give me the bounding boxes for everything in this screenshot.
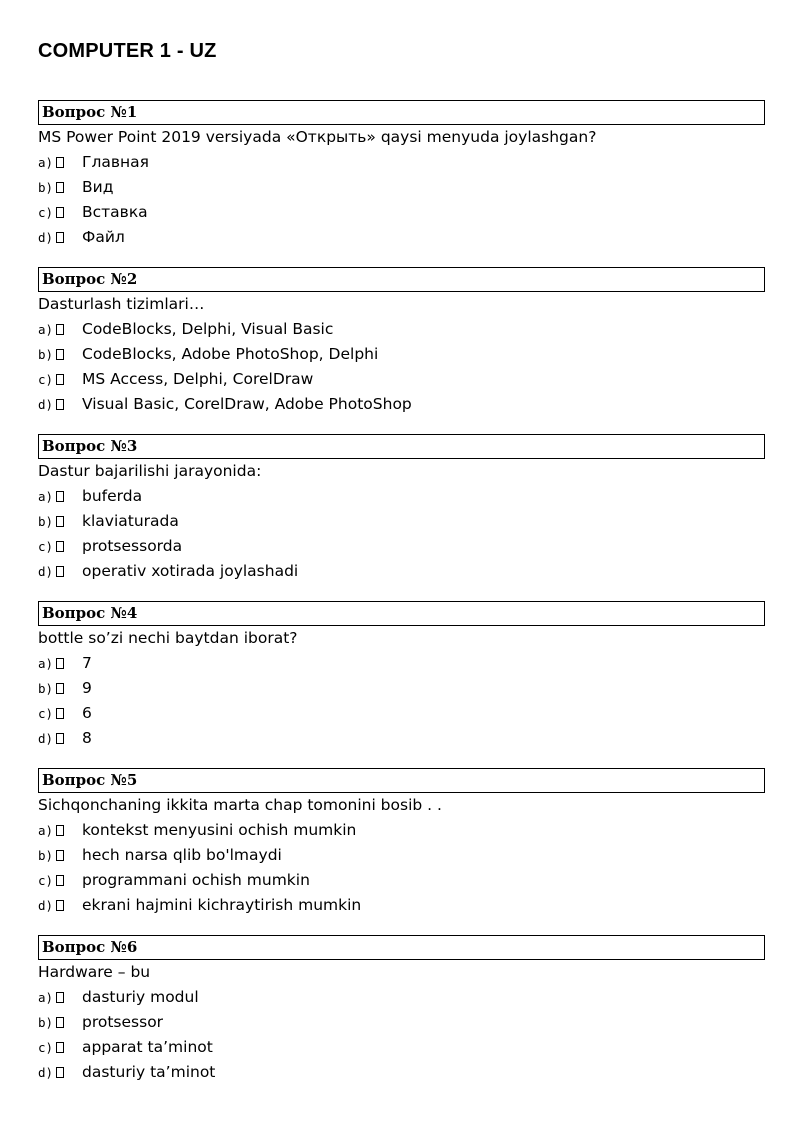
answer-option[interactable] [38,317,765,342]
answer-list [38,818,765,918]
answer-option[interactable] [38,701,765,726]
checkbox-icon[interactable] [56,1017,64,1028]
answer-text: apparat ta’minot [82,1038,213,1056]
answer-option[interactable] [38,392,765,417]
answer-letter: b) [38,180,54,195]
answer-option[interactable] [38,985,765,1010]
answer-text: buferda [82,487,143,505]
checkbox-icon[interactable] [56,1042,64,1053]
answer-letter: a) [38,489,54,504]
answer-letter: a) [38,656,54,671]
checkbox-icon[interactable] [56,207,64,218]
answer-letter: d) [38,898,54,913]
question-text: Hardware – bu [38,963,151,981]
checkbox-icon[interactable] [56,850,64,861]
question-block [38,768,765,920]
answer-text: protsessorda [82,537,183,555]
answer-letter: d) [38,564,54,579]
question-header: Вопрос №4 [38,601,765,626]
answer-option[interactable] [38,534,765,559]
checkbox-icon[interactable] [56,708,64,719]
answer-option[interactable] [38,818,765,843]
answer-text: hech narsa qlib bo'lmaydi [82,846,282,864]
answer-text: Файл [82,228,125,246]
question-text: Dasturlash tizimlari… [38,295,205,313]
answer-option[interactable] [38,367,765,392]
answer-option[interactable] [38,651,765,676]
answer-option[interactable] [38,342,765,367]
answer-text: kontekst menyusini ochish mumkin [82,821,357,839]
answer-letter: b) [38,347,54,362]
question-text: Dastur bajarilishi jarayonida: [38,462,262,480]
answer-letter: d) [38,1065,54,1080]
checkbox-icon[interactable] [56,182,64,193]
answer-text: 8 [82,729,92,747]
answer-letter: b) [38,848,54,863]
answer-letter: c) [38,706,54,721]
answer-option[interactable] [38,200,765,225]
answer-option[interactable] [38,509,765,534]
answer-list [38,150,765,250]
checkbox-icon[interactable] [56,232,64,243]
answer-text: ekrani hajmini kichraytirish mumkin [82,896,362,914]
answer-text: Visual Basic, CorelDraw, Adobe PhotoShop [82,395,412,413]
answer-text: Главная [82,153,149,171]
answer-text: CodeBlocks, Adobe PhotoShop, Delphi [82,345,379,363]
answer-option[interactable] [38,676,765,701]
question-text: bottle so’zi nechi baytdan iborat? [38,629,298,647]
checkbox-icon[interactable] [56,491,64,502]
answer-list [38,651,765,751]
checkbox-icon[interactable] [56,658,64,669]
answer-option[interactable] [38,1060,765,1085]
checkbox-icon[interactable] [56,825,64,836]
answer-text: MS Access, Delphi, CorelDraw [82,370,314,388]
answer-list [38,317,765,417]
answer-option[interactable] [38,225,765,250]
question-block [38,434,765,586]
answer-letter: b) [38,1015,54,1030]
answer-option[interactable] [38,843,765,868]
answer-list [38,985,765,1085]
answer-option[interactable] [38,1010,765,1035]
answer-letter: a) [38,155,54,170]
answer-text: programmani ochish mumkin [82,871,310,889]
question-block [38,100,765,252]
answer-letter: c) [38,1040,54,1055]
answer-option[interactable] [38,150,765,175]
answer-list [38,484,765,584]
answer-text: 9 [82,679,92,697]
answer-letter: a) [38,990,54,1005]
answer-text: Вставка [82,203,148,221]
checkbox-icon[interactable] [56,733,64,744]
question-block [38,935,765,1087]
answer-text: operativ xotirada joylashadi [82,562,299,580]
answer-text: 6 [82,704,92,722]
answer-letter: c) [38,539,54,554]
answer-option[interactable] [38,175,765,200]
answer-option[interactable] [38,726,765,751]
answer-letter: c) [38,372,54,387]
answer-letter: d) [38,230,54,245]
answer-letter: d) [38,731,54,746]
checkbox-icon[interactable] [56,399,64,410]
question-header: Вопрос №2 [38,267,765,292]
checkbox-icon[interactable] [56,1067,64,1078]
question-text: Sichqonchaning ikkita marta chap tomonini bosib . . [38,796,442,814]
question-header: Вопрос №3 [38,434,765,459]
checkbox-icon[interactable] [56,541,64,552]
checkbox-icon[interactable] [56,992,64,1003]
question-header: Вопрос №5 [38,768,765,793]
answer-letter: a) [38,322,54,337]
checkbox-icon[interactable] [56,683,64,694]
answer-text: Вид [82,178,114,196]
question-block [38,267,765,419]
answer-option[interactable] [38,868,765,893]
answer-letter: d) [38,397,54,412]
answer-option[interactable] [38,893,765,918]
answer-text: 7 [82,654,92,672]
question-block [38,601,765,753]
checkbox-icon[interactable] [56,566,64,577]
answer-text: dasturiy ta’minot [82,1063,216,1081]
answer-letter: c) [38,205,54,220]
question-list [38,100,765,1102]
answer-letter: b) [38,681,54,696]
answer-option[interactable] [38,484,765,509]
answer-text: CodeBlocks, Delphi, Visual Basic [82,320,334,338]
answer-text: klaviaturada [82,512,179,530]
checkbox-icon[interactable] [56,374,64,385]
checkbox-icon[interactable] [56,349,64,360]
checkbox-icon[interactable] [56,324,64,335]
answer-option[interactable] [38,559,765,584]
document-title: COMPUTER 1 - UZ [38,40,217,62]
answer-letter: b) [38,514,54,529]
checkbox-icon[interactable] [56,516,64,527]
answer-option[interactable] [38,1035,765,1060]
answer-text: protsessor [82,1013,164,1031]
answer-letter: a) [38,823,54,838]
question-header: Вопрос №1 [38,100,765,125]
answer-text: dasturiy modul [82,988,199,1006]
question-text: MS Power Point 2019 versiyada «Открыть» qaysi menyuda joylashgan? [38,128,597,146]
answer-letter: c) [38,873,54,888]
checkbox-icon[interactable] [56,157,64,168]
question-header: Вопрос №6 [38,935,765,960]
checkbox-icon[interactable] [56,875,64,886]
checkbox-icon[interactable] [56,900,64,911]
